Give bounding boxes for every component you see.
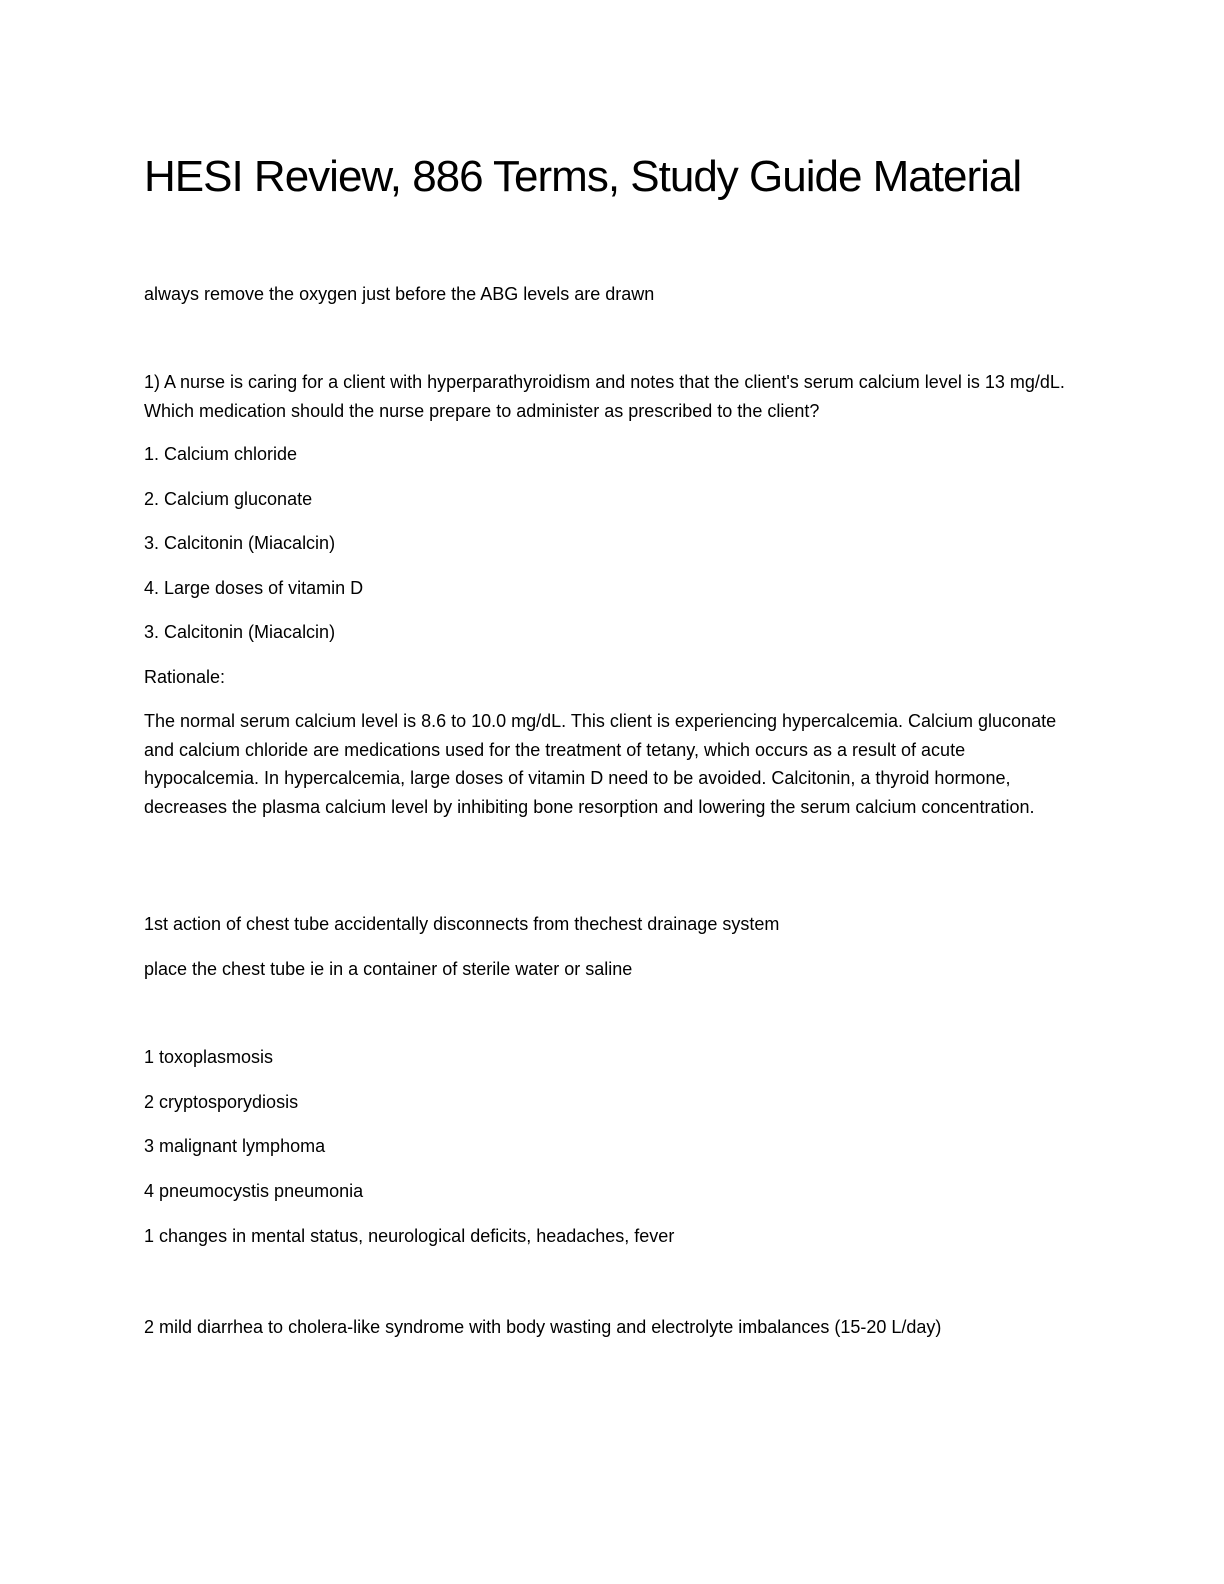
question-1-stem: 1) A nurse is caring for a client with hyperparathyroidism and notes that the client's serum calcium level is 13 mg/dL. Which medication should the nurse prepare to administer as prescribed to the client? (144, 372, 1065, 421)
question-1-answer: 3. Calcitonin (Miacalcin) (144, 622, 336, 642)
list-item: 4 pneumocystis pneumonia (144, 1181, 364, 1201)
list-item: 1 changes in mental status, neurological deficits, headaches, fever (144, 1226, 675, 1246)
question-1-option-3: 3. Calcitonin (Miacalcin) (144, 533, 336, 553)
question-1-option-2: 2. Calcium gluconate (144, 489, 313, 509)
document-title: HESI Review, 886 Terms, Study Guide Material (144, 152, 1022, 201)
rationale-label: Rationale: (144, 667, 226, 687)
question-1-option-4: 4. Large doses of vitamin D (144, 578, 364, 598)
list-item: 2 cryptosporydiosis (144, 1092, 299, 1112)
list-item: 3 malignant lymphoma (144, 1136, 326, 1156)
rationale-text: The normal serum calcium level is 8.6 to 10.0 mg/dL. This client is experiencing hypercalcemia. Calcium gluconate and calcium chloride are medications used for the treatment of tetany, which occurs as a result of acute hypocalcemia. In hypercalcemia, large doses of vitamin D need to be avoided. Calcitonin, a thyroid hormone, decreases the plasma calcium level by inhibiting bone resorption and lowering the serum calcium concentration. (144, 711, 1057, 817)
list-item: 1 toxoplasmosis (144, 1047, 274, 1067)
chest-tube-answer: place the chest tube ie in a container of sterile water or saline (144, 959, 633, 979)
question-1-option-1: 1. Calcium chloride (144, 444, 298, 464)
intro-text: always remove the oxygen just before the ABG levels are drawn (144, 284, 655, 304)
final-line: 2 mild diarrhea to cholera-like syndrome with body wasting and electrolyte imbalances (15-20 L/day) (144, 1317, 942, 1337)
chest-tube-question: 1st action of chest tube accidentally disconnects from thechest drainage system (144, 914, 780, 934)
